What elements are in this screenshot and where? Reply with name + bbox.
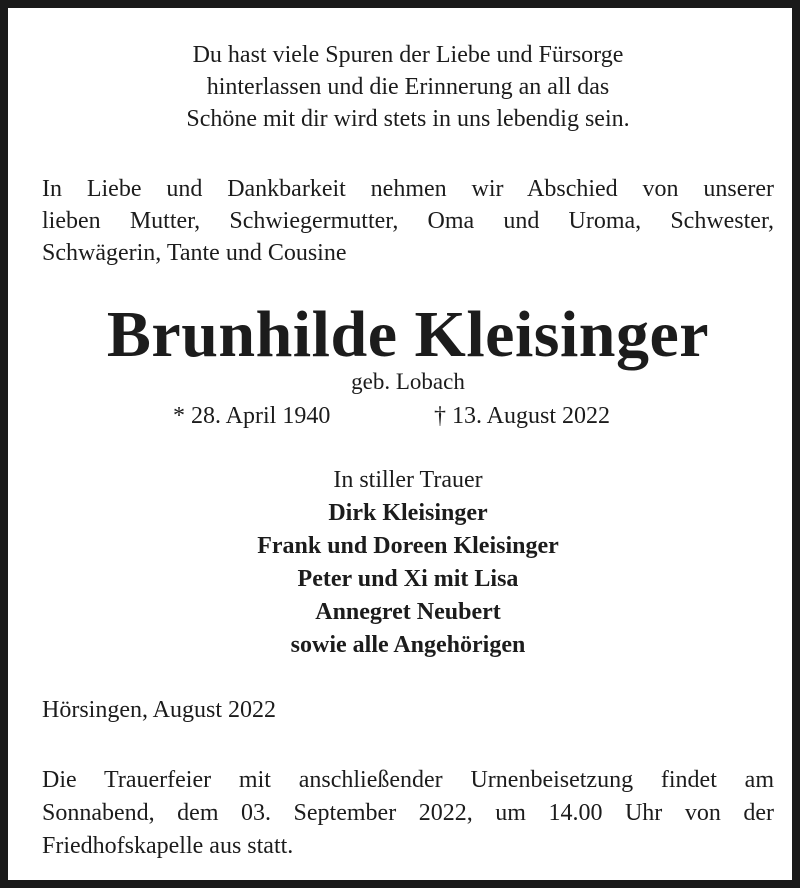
mourning-heading: In stiller Trauer	[333, 467, 483, 493]
service-line: Die Trauerfeier mit anschließender Urnenbeisetzung findet am	[42, 767, 774, 793]
mourners-block	[8, 464, 800, 662]
intro-line: Schwägerin, Tante und Cousine	[42, 240, 347, 266]
deceased-name: Brunhilde Kleisinger	[106, 298, 710, 371]
verse-line: Schöne mit dir wird stets in uns lebendig sein.	[186, 106, 630, 132]
verse-line: hinterlassen und die Erinnerung an all das	[206, 74, 610, 100]
intro-line: In Liebe und Dankbarkeit nehmen wir Abschied von unserer	[42, 176, 774, 202]
service-line: Friedhofskapelle aus statt.	[42, 833, 294, 859]
service-line: Sonnabend, dem 03. September 2022, um 14.00 Uhr von der	[42, 800, 774, 826]
mourner-name: sowie alle Angehörigen	[290, 632, 526, 658]
birth-date: * 28. April 1940	[173, 403, 331, 429]
mourner-name: Annegret Neubert	[315, 599, 501, 625]
memorial-verse	[48, 39, 768, 135]
intro-line: lieben Mutter, Schwiegermutter, Oma und Uroma, Schwester,	[42, 208, 774, 234]
place-and-date: Hörsingen, August 2022	[42, 697, 276, 723]
mourner-name: Peter und Xi mit Lisa	[297, 566, 519, 592]
mourner-name: Frank und Doreen Kleisinger	[257, 533, 559, 559]
death-date: † 13. August 2022	[434, 403, 611, 429]
verse-line: Du hast viele Spuren der Liebe und Fürsorge	[192, 42, 624, 68]
farewell-intro	[42, 173, 774, 269]
funeral-service-info	[42, 764, 774, 863]
mourner-name: Dirk Kleisinger	[328, 500, 488, 526]
maiden-name: geb. Lobach	[351, 369, 465, 394]
